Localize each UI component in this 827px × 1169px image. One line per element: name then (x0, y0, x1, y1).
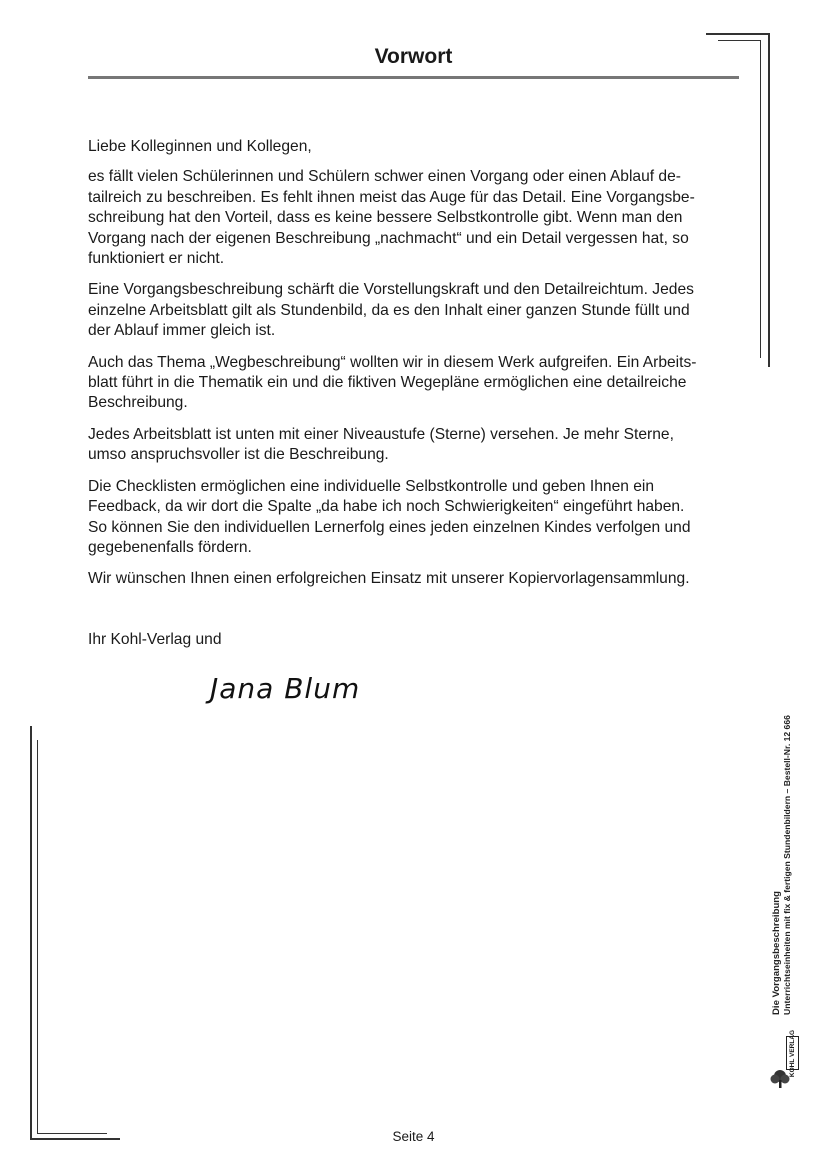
greeting: Liebe Kolleginnen und Kollegen, (88, 138, 312, 155)
tree-icon (769, 1068, 791, 1090)
publisher-logo (786, 1029, 799, 1077)
paragraph-2: Eine Vorgangsbeschreibung schärft die Vorstellungskraft und den Detailreichtum. Jedes einzelne Arbeitsblatt gilt als Stundenbild, da es den Inhalt einer ganzen Stunde füllt und der Ablauf immer gleich ist. (88, 281, 694, 340)
side-imprint (772, 715, 792, 1015)
page-title: Vorwort (374, 45, 453, 68)
closing-line: Ihr Kohl-Verlag und (88, 631, 222, 648)
paragraph-6: Wir wünschen Ihnen einen erfolgreichen Einsatz mit unserer Kopiervorlagensammlung. (88, 570, 690, 588)
preface-text (88, 137, 738, 601)
frame-top-right-h1 (706, 33, 769, 35)
frame-top-right-v1 (768, 33, 770, 367)
frame-bottom-left-v1 (30, 726, 32, 1140)
book-title: Die Vorgangsbeschreibung (771, 890, 782, 1015)
page-number: Seite 4 (392, 1129, 435, 1144)
frame-top-right-v2 (760, 40, 761, 358)
paragraph-3: Auch das Thema „Wegbeschreibung“ wollten wir in diesem Werk aufgreifen. Ein Arbeits- blatt führt in die Thematik ein und die fiktiven Wegepläne ermöglichen eine detailreiche Beschreibung. (88, 353, 697, 412)
paragraph-4: Jedes Arbeitsblatt ist unten mit einer Niveaustufe (Sterne) versehen. Je mehr Sterne, umso anspruchsvoller ist die Beschreibung. (88, 425, 674, 464)
publisher-logo-text: KOHL VERLAG (789, 1029, 797, 1077)
frame-top-right-h2 (718, 40, 761, 41)
paragraph-5: Die Checklisten ermöglichen eine individuelle Selbstkontrolle und geben Ihnen ein Feedback, da wir dort die Spalte „da habe ich noch Schwierigkeiten“ eingeführt haben. So können Sie den individuellen Lernerfolg eines jeden einzelnen Kindes verfolgen und gegebenenfalls fördern. (88, 477, 691, 556)
frame-bottom-left-v2 (37, 740, 38, 1134)
title-divider (88, 76, 739, 79)
book-subtitle: Unterrichtseinheiten mit fix & fertigen Stundenbildern – Bestell-Nr. 12 666 (782, 715, 792, 1015)
signature: Jana Blum (210, 672, 361, 705)
paragraph-1: es fällt vielen Schülerinnen und Schülern schwer einen Vorgang oder einen Ablauf de- tailreich zu beschreiben. Es fehlt ihnen meist das Auge für das Detail. Eine Vorgangsbe- schreibung hat den Vorteil, dass es keine bessere Selbstkontrolle gibt. Wenn man den Vorgang nach der eigenen Beschreibung „nachmacht“ und ein Detail vergessen hat, so funktioniert er nicht. (88, 168, 695, 268)
